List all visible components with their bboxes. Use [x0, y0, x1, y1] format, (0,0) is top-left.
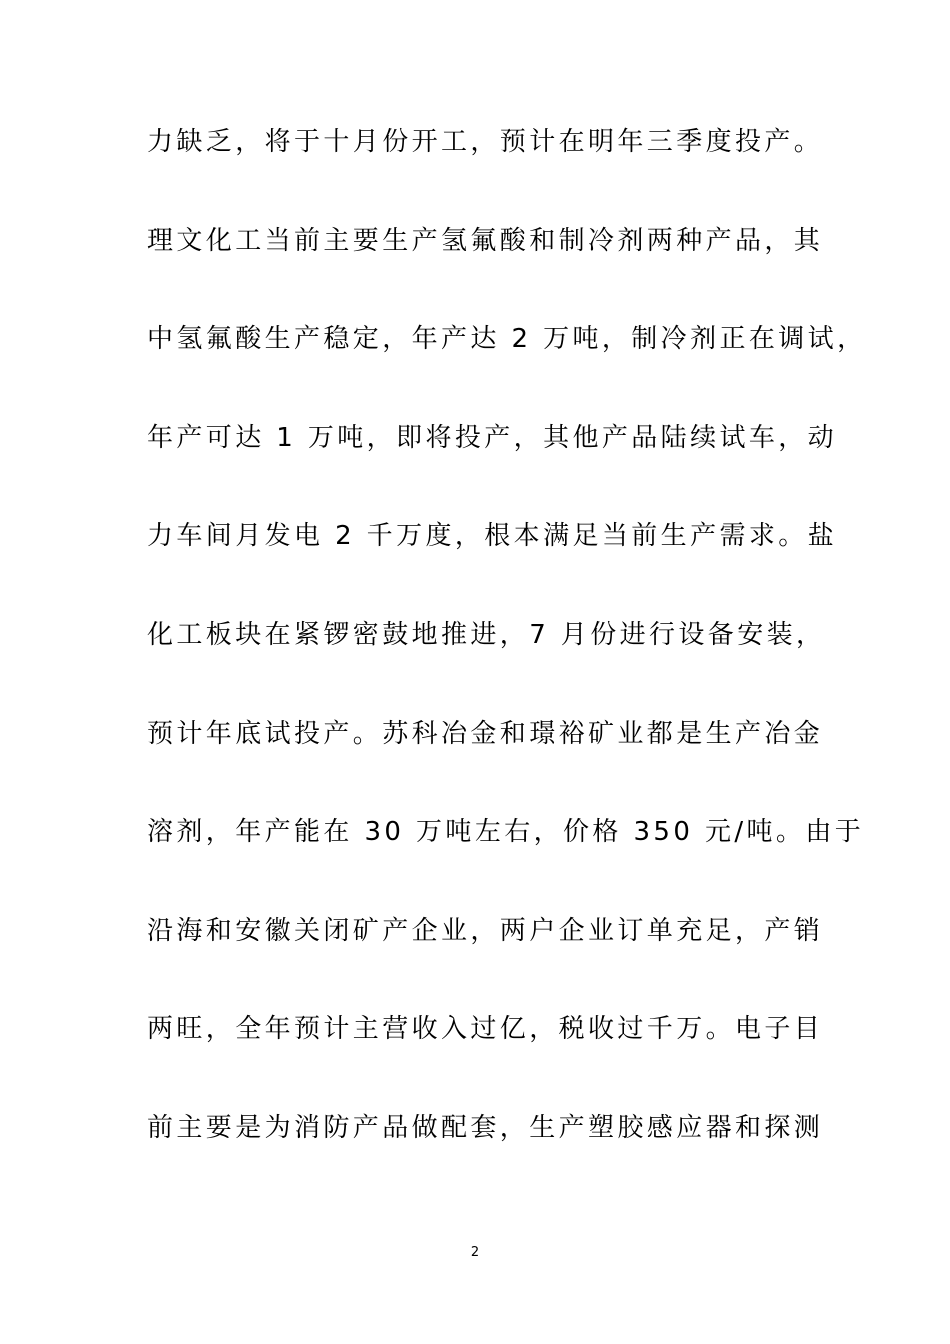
text-line: 化工板块在紧锣密鼓地推进，7 月份进行设备安装， — [147, 619, 826, 650]
text-line: 沿海和安徽关闭矿产企业，两户企业订单充足，产销 — [147, 915, 824, 946]
text-line: 前主要是为消防产品做配套，生产塑胶感应器和探测 — [147, 1112, 824, 1143]
text-line: 力缺乏，将于十月份开工，预计在明年三季度投产。 — [147, 127, 824, 157]
text-line: 中氢氟酸生产稳定，年产达 2 万吨，制冷剂正在调试， — [147, 324, 867, 355]
text-line: 两旺，全年预计主营收入过亿，税收过千万。电子目 — [147, 1014, 824, 1045]
body-text — [147, 118, 867, 1203]
text-line: 预计年底试投产。苏科冶金和璟裕矿业都是生产冶金 — [147, 718, 824, 749]
text-line: 年产可达 1 万吨，即将投产，其他产品陆续试车，动 — [147, 422, 838, 453]
text-line: 理文化工当前主要生产氢氟酸和制冷剂两种产品，其 — [147, 225, 824, 256]
text-line: 力车间月发电 2 千万度，根本满足当前生产需求。盐 — [147, 521, 838, 552]
text-line: 溶剂，年产能在 30 万吨左右，价格 350 元/吨。由于 — [147, 817, 865, 848]
page-number: 2 — [470, 1245, 480, 1260]
